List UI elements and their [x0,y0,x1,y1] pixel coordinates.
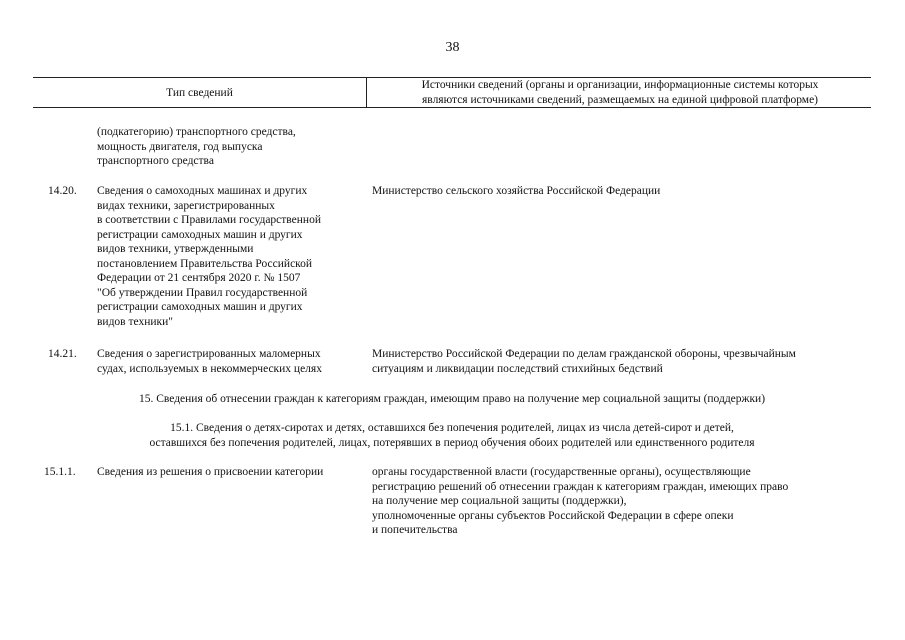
header-column-divider [366,77,367,107]
type-line: Сведения о самоходных машинах и других [97,185,308,197]
type-line: Сведения о зарегистрированных маломерных [97,348,321,360]
source-line: на получение мер социальной защиты (поддержки), [372,495,627,507]
header-type-column: Тип сведений [166,87,233,99]
row-number: 14.21. [48,348,77,360]
source-line: регистрацию решений об отнесении граждан к категориям граждан, имеющих право [372,480,789,493]
type-line: видах техники, зарегистрированных [97,199,275,212]
row-type-text [97,465,365,480]
page-number: 38 [445,40,460,55]
row-number: 14.20. [48,185,77,197]
source-line: уполномоченные органы субъектов Российской Федерации в сфере опеки [372,509,734,522]
row-source-text [372,184,867,199]
type-line: в соответствии с Правилами государственной [97,214,321,226]
section-heading: 15. Сведения об отнесении граждан к категориям граждан, имеющим право на получение мер социальной защиты (поддержки) [138,393,766,405]
type-line: постановлением Правительства Российской [97,257,313,270]
source-line: Министерство сельского хозяйства Российской Федерации [372,185,661,197]
header-sources-line: Источники сведений (органы и организации, информационные системы которых [421,79,819,91]
source-line: ситуациям и ликвидации последствий стихийных бедствий [372,362,663,375]
row-type-text [97,184,365,329]
subsection-heading-line: 15.1. Сведения о детях-сиротах и детях, оставшихся без попечения родителей, лицах из числа детей-сирот и детей, [170,422,734,434]
type-line: регистрации самоходных машин и других [97,301,303,313]
header-bottom-rule [33,107,871,108]
type-line: регистрации самоходных машин и других [97,228,303,241]
row-number: 15.1.1. [44,466,76,478]
type-line: Сведения из решения о присвоении категории [97,466,324,478]
continuation-line: мощность двигателя, год выпуска [97,140,263,153]
source-line: органы государственной власти (государственные органы), осуществляющие [372,466,751,478]
header-sources-column [370,78,870,107]
row-source-text [372,347,867,376]
continuation-line: (подкатегорию) транспортного средства, [97,126,296,138]
header-sources-line: являются источниками сведений, размещаемых на единой цифровой платформе) [422,93,818,106]
type-line: видов техники" [97,315,173,328]
row-type-text [97,347,365,376]
source-line: Министерство Российской Федерации по делам гражданской обороны, чрезвычайным [372,348,796,360]
type-line: судах, используемых в некоммерческих целях [97,362,322,375]
type-line: "Об утверждении Правил государственной [97,286,308,299]
continuation-type-text [97,125,365,169]
source-line: и попечительства [372,524,458,536]
type-line: видов техники, утвержденными [97,243,254,255]
type-line: Федерации от 21 сентября 2020 г. № 1507 [97,272,301,284]
row-source-text [372,465,867,538]
subsection-heading-line: оставшихся без попечения родителей, лицах, потерявших в период обучения обоих родителей или единственного родителя [149,436,755,449]
subsection-heading [33,421,871,450]
continuation-line: транспортного средства [97,155,214,167]
